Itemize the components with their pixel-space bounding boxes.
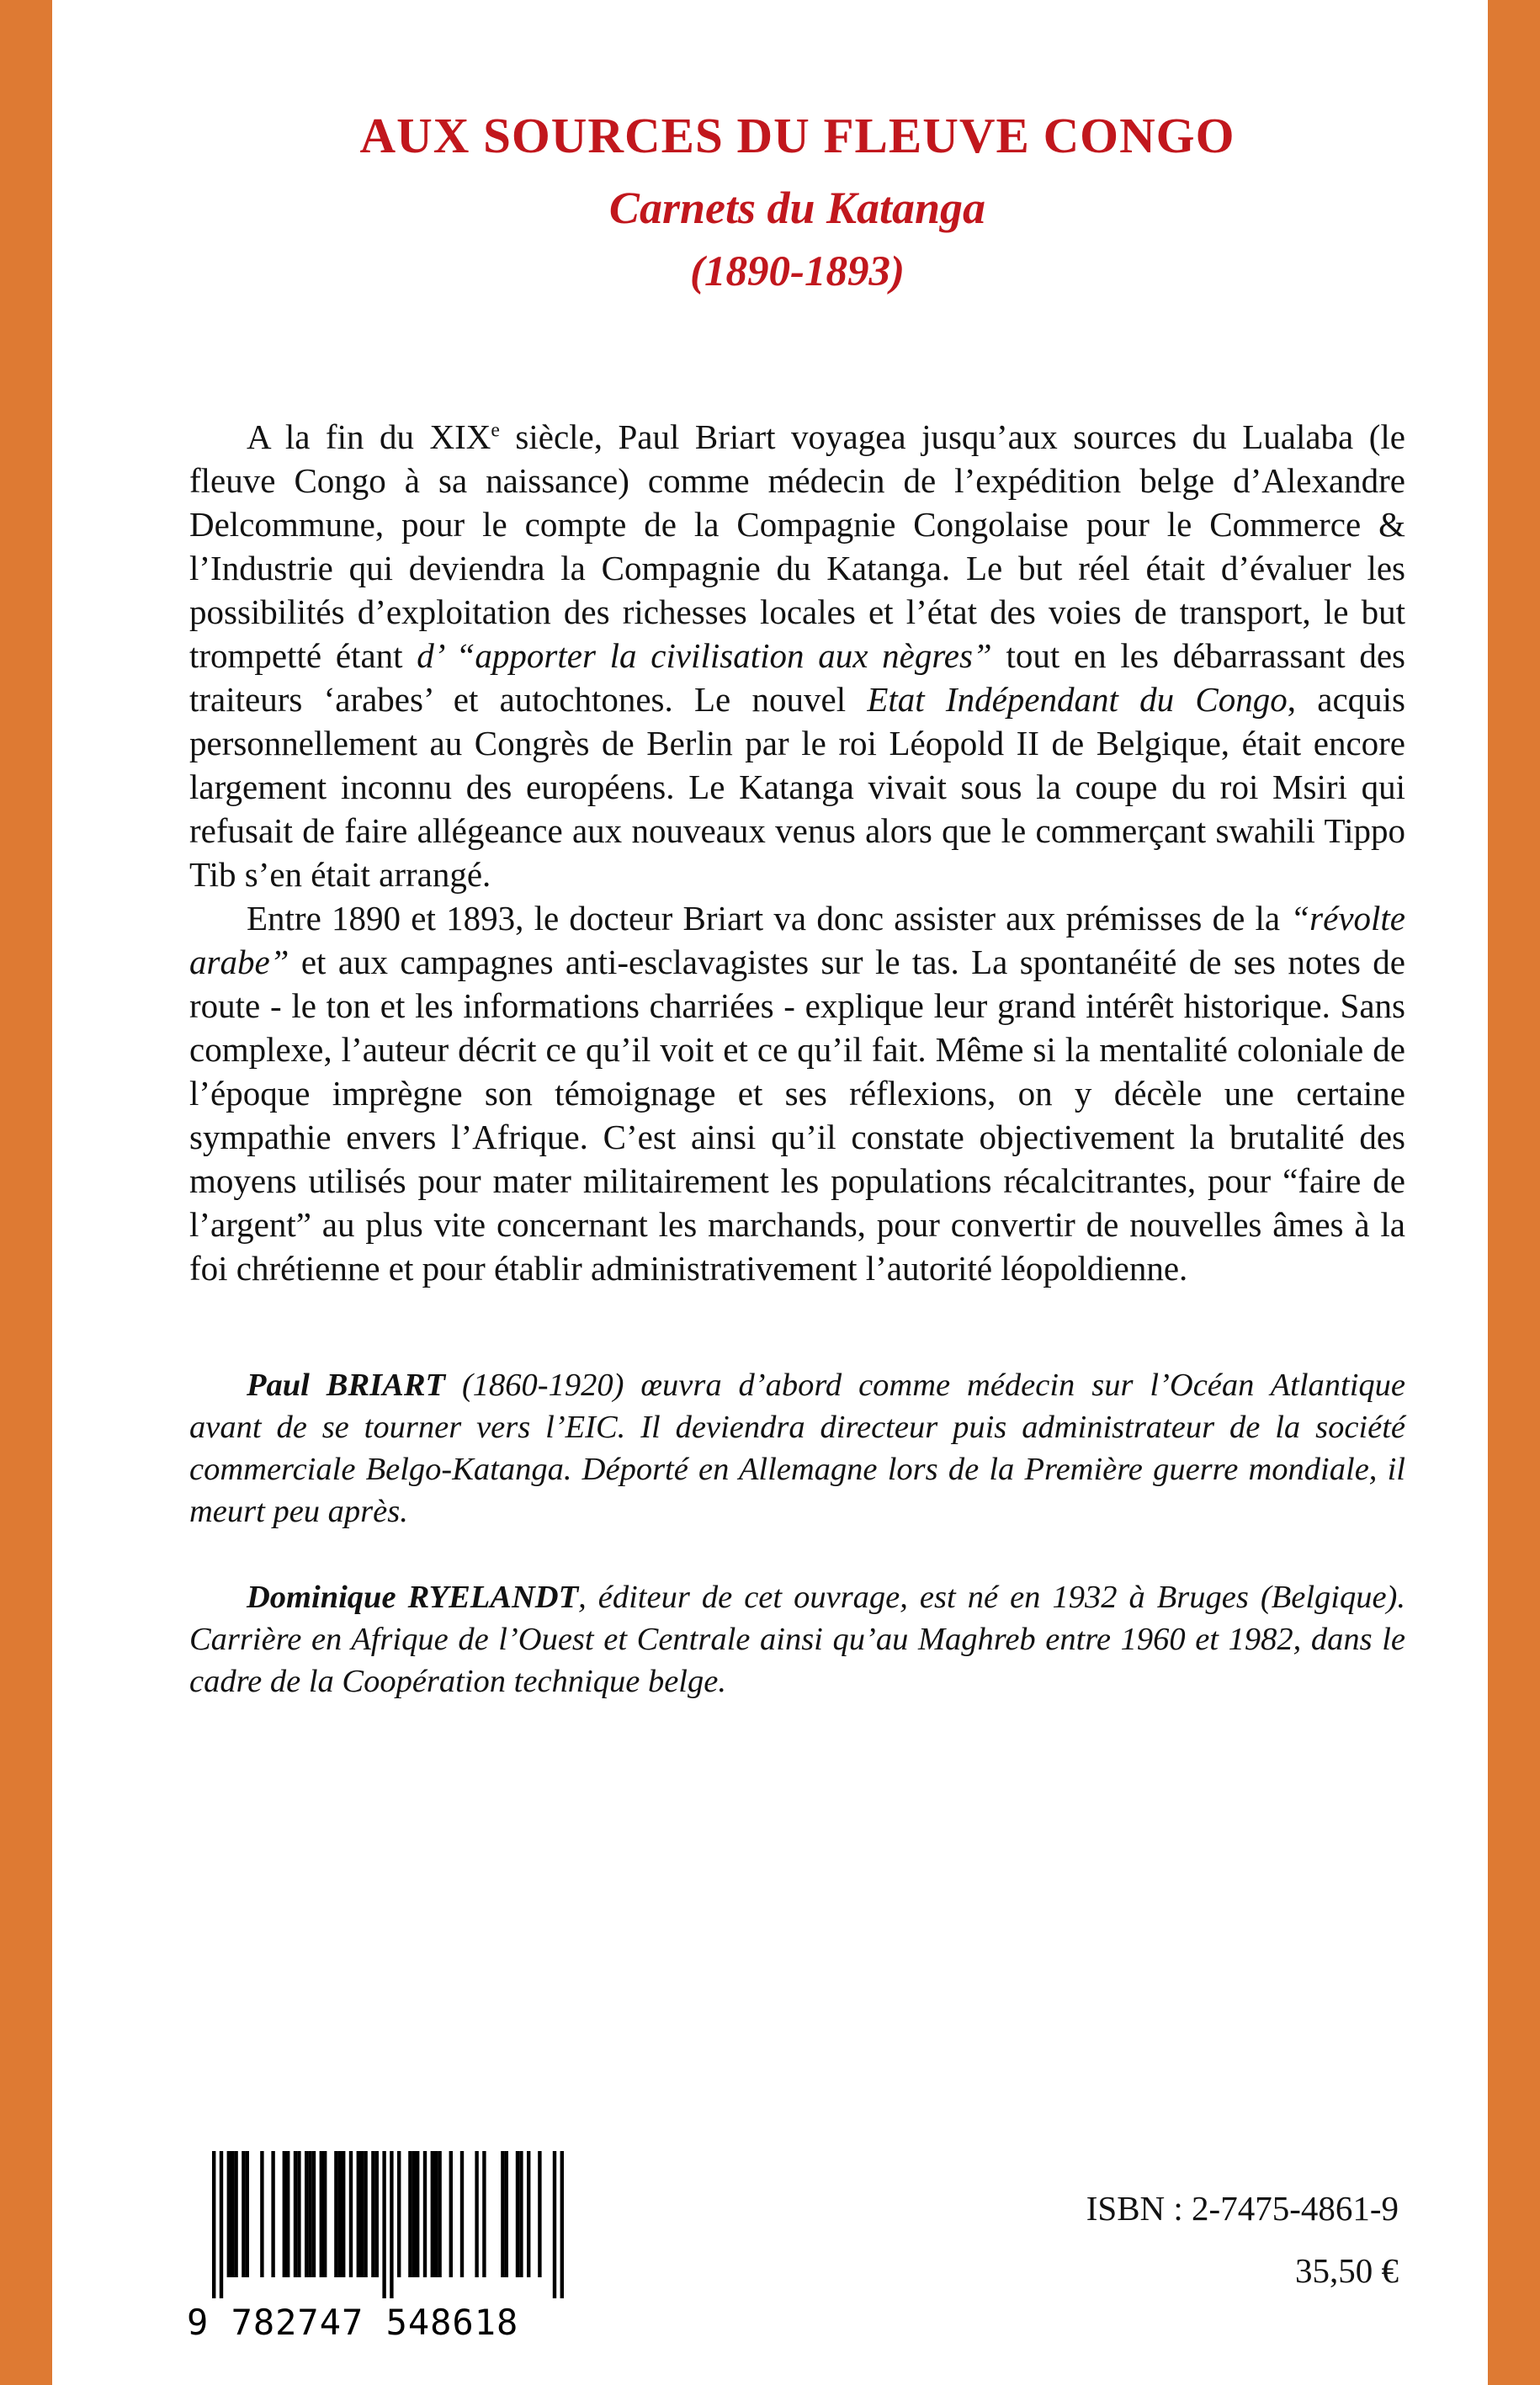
cover-content [189, 108, 1405, 1702]
title-block [189, 108, 1405, 295]
book-title: AUX SOURCES DU FLEUVE CONGO [359, 108, 1235, 163]
synopsis-paragraph-2: Entre 1890 et 1893, le docteur Briart va donc assister aux prémisses de la “révolte arabe” et aux campagnes anti-esclavagistes sur le tas. La spontanéité de ses notes de route - le ton et les informations charriées - explique leur grand intérêt historique. Sans complexe, l’auteur décrit ce qu’il voit et ce qu’il fait. Même si la mentalité coloniale de l’époque imprègne son témoignage et ses réflexions, on y décèle une certaine sympathie envers l’Afrique. C’est ainsi qu’il constate objectivement la brutalité des moyens utilisés pour mater militairement les populations récalcitrantes, pour “faire de l’argent” au plus vite concernant les marchands, pour convertir de nouvelles âmes à la foi chrétienne et pour établir administrativement l’autorité léopoldienne. [189, 899, 1405, 1288]
synopsis-paragraph-1: A la fin du XIXe siècle, Paul Briart voyagea jusqu’aux sources du Lualaba (le fleuve Congo à sa naissance) comme médecin de l’expédition belge d’Alexandre Delcommune, pour le compte de la Compagnie Congolaise pour le Commerce & l’Industrie qui deviendra la Compagnie du Katanga. Le but réel était d’évaluer les possibilités d’exploitation des richesses locales et l’état des voies de transport, le but trompetté étant d’ “apporter la civilisation aux nègres” tout en les débarrassant des traiteurs ‘arabes’ et autochtones. Le nouvel Etat Indépendant du Congo, acquis personnellement au Congrès de Berlin par le roi Léopold II de Belgique, était encore largement inconnu des européens. Le Katanga vivait sous la coupe du roi Msiri qui refusait de faire allégeance aux nouveaux venus alors que le commerçant swahili Tippo Tib s’en était arrangé. [189, 417, 1405, 895]
author-bio-briart: Paul BRIART (1860-1920) œuvra d’abord comme médecin sur l’Océan Atlantique avant de se tourner vers l’EIC. Il deviendra directeur puis administrateur de la société commerciale Belgo-Katanga. Déporté en Allemagne lors de la Première guerre mondiale, il meurt peu après. [189, 1368, 1406, 1530]
left-orange-bar [0, 0, 52, 2385]
synopsis [189, 415, 1405, 1290]
isbn-block [1086, 2188, 1399, 2291]
right-orange-bar [1488, 0, 1540, 2385]
book-years: (1890-1893) [690, 248, 905, 296]
barcode [187, 2151, 599, 2343]
book-subtitle: Carnets du Katanga [608, 182, 986, 233]
barcode-number: 9 782747 548618 [187, 2302, 519, 2343]
editor-bio-ryelandt: Dominique RYELANDT, éditeur de cet ouvrage, est né en 1932 à Bruges (Belgique). Carrière en Afrique de l’Ouest et Centrale ainsi qu’au Maghreb entre 1960 et 1982, dans le cadre de la Coopération technique belge. [189, 1580, 1405, 1700]
price-text: 35,50 € [1295, 2251, 1399, 2290]
isbn-text: ISBN : 2-7475-4861-9 [1086, 2189, 1399, 2228]
barcode-bars [212, 2151, 564, 2298]
